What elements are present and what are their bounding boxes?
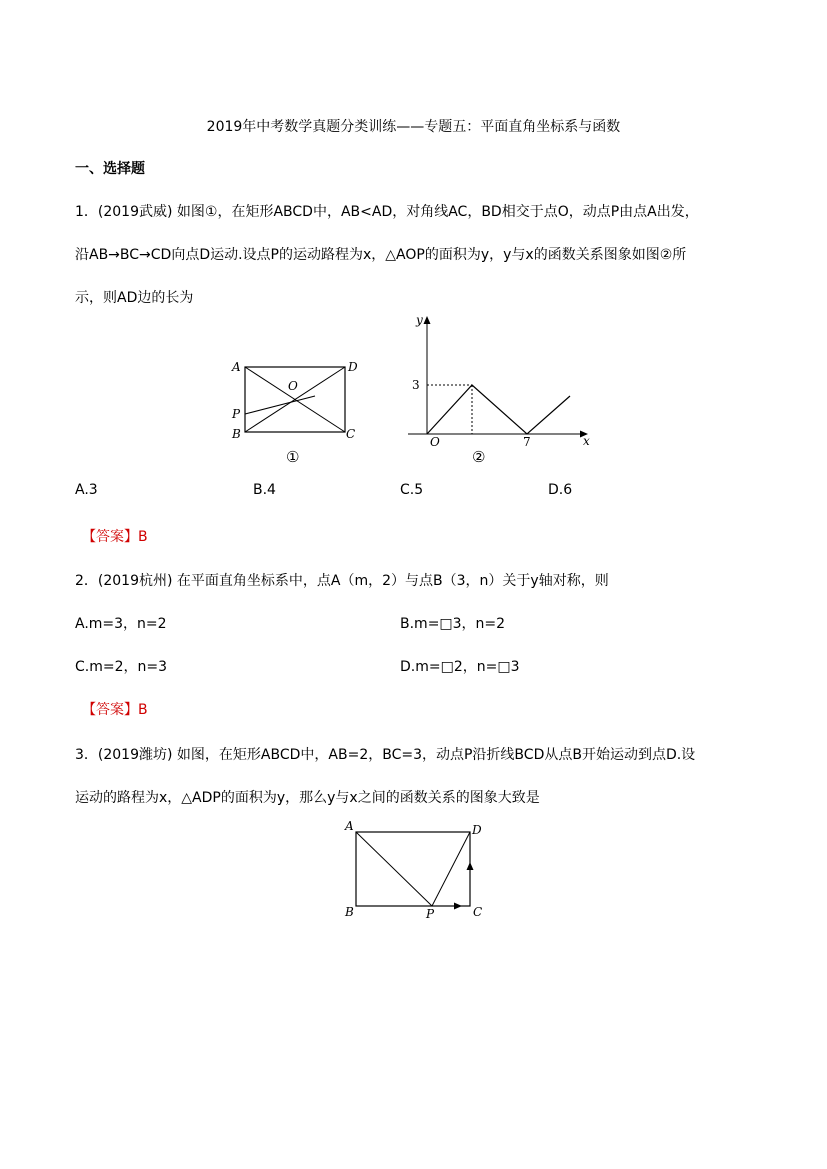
q3-figure-rectangle — [340, 818, 490, 928]
q3-fig-label-d: D — [472, 823, 482, 837]
fig2-y-axis-label: y — [416, 313, 423, 327]
fig2-origin-label: O — [430, 435, 440, 449]
fig1-label-d: D — [348, 360, 358, 374]
fig2-x-axis-label: x — [583, 434, 590, 448]
fig1-label-o: O — [288, 379, 298, 393]
q3-fig-label-p: P — [426, 907, 435, 921]
q2-option-b[interactable]: B.m=□3，n=2 — [400, 616, 506, 632]
fig2-caption: ② — [472, 448, 486, 466]
fig2-x-tick-label: 7 — [523, 435, 531, 449]
fig1-label-p: P — [232, 407, 241, 421]
q1-answer: 【答案】B — [82, 529, 148, 545]
q1-option-b[interactable]: B.4 — [253, 482, 276, 498]
fig1-label-b: B — [232, 427, 241, 441]
q2-option-d[interactable]: D.m=□2，n=□3 — [400, 659, 520, 675]
fig1-label-c: C — [346, 427, 356, 441]
q3-text-line2: 运动的路程为x，△ADP的面积为y，那么y与x之间的函数关系的图象大致是 — [75, 790, 540, 806]
fig1-label-a: A — [232, 360, 241, 374]
q1-figure-graph — [400, 312, 600, 452]
q1-option-c[interactable]: C.5 — [400, 482, 424, 498]
fig1-caption: ① — [286, 448, 300, 466]
q2-text-line1: 2．(2019杭州) 在平面直角坐标系中，点A（m，2）与点B（3，n）关于y轴对称，则 — [75, 573, 609, 589]
q2-option-a[interactable]: A.m=3，n=2 — [75, 616, 167, 632]
q3-fig-label-a: A — [345, 819, 354, 833]
page-title: 2019年中考数学真题分类训练——专题五：平面直角坐标系与函数 — [206, 119, 621, 135]
section-heading: 一、选择题 — [75, 161, 145, 177]
q3-text-line1: 3．(2019潍坊) 如图，在矩形ABCD中，AB=2，BC=3，动点P沿折线BCD从点B开始运动到点D.设 — [75, 747, 696, 763]
fig2-y-tick-label: 3 — [412, 378, 420, 392]
q2-answer: 【答案】B — [82, 702, 148, 718]
q3-fig-label-c: C — [473, 905, 483, 919]
q1-text-line2: 沿AB→BC→CD向点D运动.设点P的运动路程为x，△AOP的面积为y，y与x的函数关系图象如图②所 — [75, 247, 687, 263]
q3-fig-label-b: B — [345, 905, 354, 919]
q1-option-d[interactable]: D.6 — [548, 482, 573, 498]
q1-text-line3: 示，则AD边的长为 — [75, 290, 194, 306]
q1-option-a[interactable]: A.3 — [75, 482, 98, 498]
q2-option-c[interactable]: C.m=2，n=3 — [75, 659, 168, 675]
q1-text-line1: 1．(2019武威) 如图①，在矩形ABCD中，AB<AD，对角线AC，BD相交于点O，动点P由点A出发， — [75, 204, 699, 220]
